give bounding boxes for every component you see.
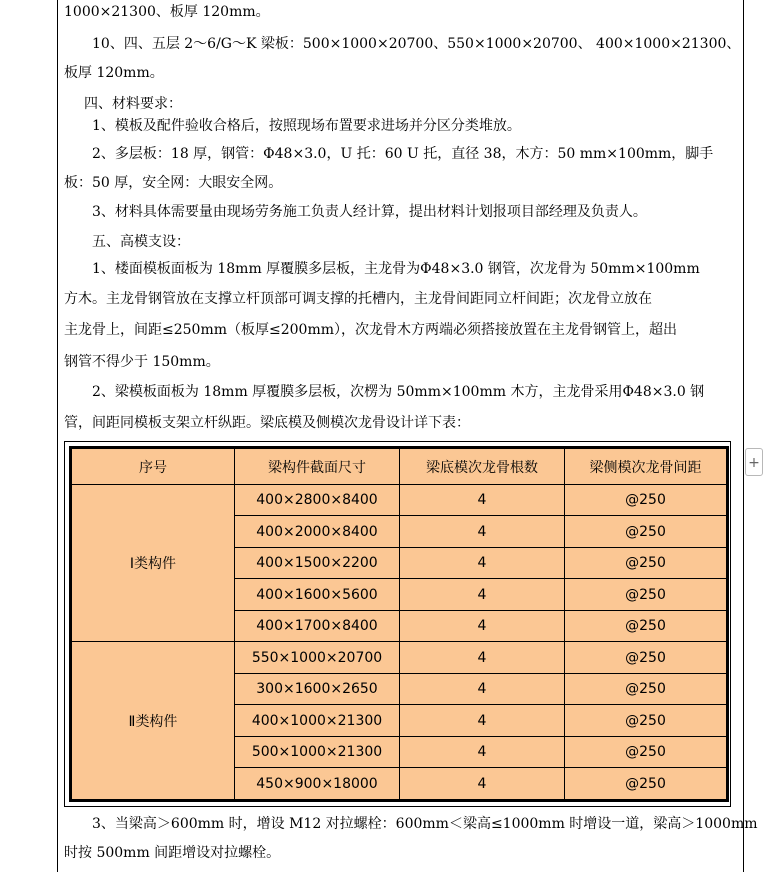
- header-cell: 序号: [71, 448, 235, 485]
- text-line: 板厚 120mm。: [64, 65, 164, 81]
- beam-keel-design-table: [69, 446, 729, 802]
- table-cell: 4: [400, 736, 565, 767]
- add-column-button[interactable]: +: [745, 448, 763, 476]
- text-line: 2、多层板：18 厚，钢管：Φ48×3.0，U 托：60 U 托，直径 38，木方：50 mm×100mm，脚手: [92, 146, 714, 162]
- section-heading: 五、高模支设：: [92, 234, 190, 250]
- table-cell: @250: [565, 673, 728, 704]
- table-cell: 4: [400, 579, 565, 610]
- table-cell: @250: [565, 610, 728, 641]
- text-line: 3、当梁高＞600mm 时，增设 M12 对拉螺栓：600mm＜梁高≤1000mm 时增设一道，梁高＞1000mm: [92, 816, 758, 832]
- page-left-border: [57, 0, 58, 872]
- table-cell: 4: [400, 642, 565, 673]
- table-cell: 4: [400, 610, 565, 641]
- table-cell: 4: [400, 547, 565, 578]
- table-cell: 400×2800×8400: [235, 485, 400, 516]
- table-cell: 4: [400, 516, 565, 547]
- text-line: 板：50 厚，安全网：大眼安全网。: [64, 175, 283, 191]
- table-cell: @250: [565, 736, 728, 767]
- header-cell: 梁构件截面尺寸: [235, 448, 400, 485]
- text-line: 管，间距同模板支架立杆纵距。梁底模及侧模次龙骨设计详下表：: [64, 415, 470, 431]
- table-cell: @250: [565, 768, 728, 801]
- text-line: 1000×21300、板厚 120mm。: [64, 4, 270, 20]
- text-line: 2、梁模板面板为 18mm 厚覆膜多层板，次楞为 50mm×100mm 木方，主龙骨采用Φ48×3.0 钢: [92, 384, 705, 400]
- text-line: 1、楼面模板面板为 18mm 厚覆膜多层板，主龙骨为Φ48×3.0 钢管，次龙骨为 50mm×100mm: [92, 261, 700, 277]
- header-cell: 梁侧模次龙骨间距: [565, 448, 728, 485]
- table-cell: 550×1000×20700: [235, 642, 400, 673]
- table-cell: 400×2000×8400: [235, 516, 400, 547]
- table-cell: 4: [400, 485, 565, 516]
- table-cell: 4: [400, 768, 565, 801]
- table-cell: 400×1000×21300: [235, 705, 400, 736]
- table-cell: @250: [565, 705, 728, 736]
- table-header-row: [71, 448, 728, 485]
- text-line: 10、四、五层 2～6/G～K 梁板：500×1000×20700、550×1000×20700、 400×1000×21300、: [92, 36, 741, 52]
- header-cell: 梁底模次龙骨根数: [400, 448, 565, 485]
- text-line: 方木。主龙骨钢管放在支撑立杆顶部可调支撑的托槽内，主龙骨间距同立杆间距；次龙骨立放在: [64, 291, 652, 307]
- text-line: 主龙骨上，间距≤250mm（板厚≤200mm），次龙骨木方两端必须搭接放置在主龙骨钢管上，超出: [64, 322, 678, 338]
- table-cell: 400×1500×2200: [235, 547, 400, 578]
- table-cell: 400×1600×5600: [235, 579, 400, 610]
- table-row: [71, 642, 728, 673]
- table-cell: @250: [565, 642, 728, 673]
- table-cell: @250: [565, 485, 728, 516]
- table-cell: 300×1600×2650: [235, 673, 400, 704]
- group-label-cell: Ⅱ类构件: [71, 642, 235, 801]
- table-cell: 4: [400, 705, 565, 736]
- group-label-cell: Ⅰ类构件: [71, 485, 235, 642]
- table-row: [71, 485, 728, 516]
- design-table-frame: [64, 441, 731, 807]
- table-cell: 450×900×18000: [235, 768, 400, 801]
- table-cell: @250: [565, 579, 728, 610]
- table-cell: 4: [400, 673, 565, 704]
- text-line: 1、模板及配件验收合格后，按照现场布置要求进场并分区分类堆放。: [92, 118, 521, 134]
- table-cell: @250: [565, 516, 728, 547]
- table-cell: @250: [565, 547, 728, 578]
- table-cell: 500×1000×21300: [235, 736, 400, 767]
- table-cell: 400×1700×8400: [235, 610, 400, 641]
- page-right-border: [743, 0, 744, 872]
- text-line: 钢管不得少于 150mm。: [64, 354, 220, 370]
- text-line: 时按 500mm 间距增设对拉螺栓。: [64, 845, 281, 861]
- text-line: 3、材料具体需要量由现场劳务施工负责人经计算，提出材料计划报项目部经理及负责人。: [92, 204, 647, 220]
- section-heading: 四、材料要求：: [84, 96, 182, 112]
